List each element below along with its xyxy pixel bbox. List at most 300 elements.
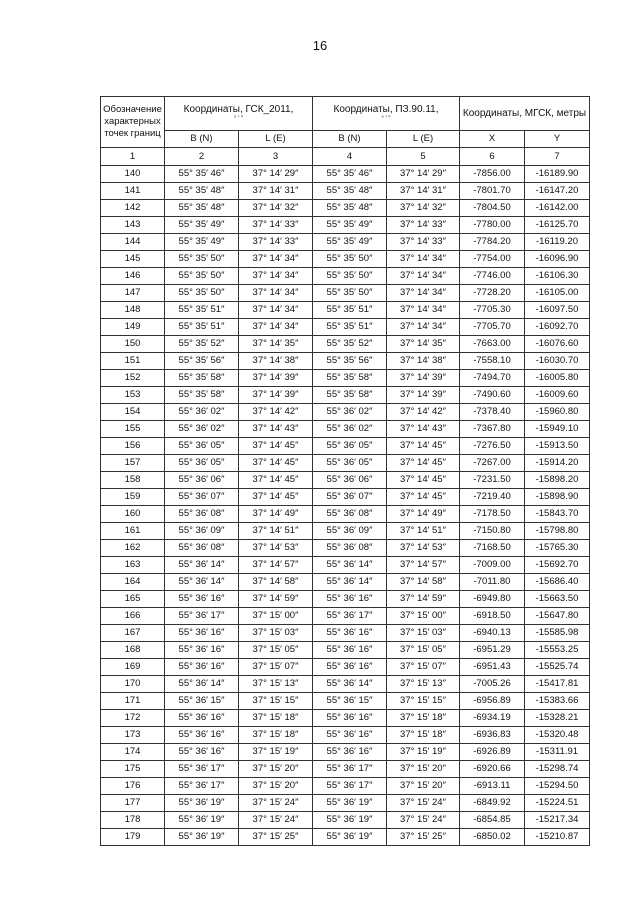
mgsk-y-cell: -16125.70	[525, 217, 590, 234]
mgsk-y-cell: -15217.34	[525, 812, 590, 829]
table-row	[101, 778, 590, 795]
gsk-b-cell: 55° 36′ 09″	[165, 523, 239, 540]
pz-b-cell: 55° 36′ 17″	[313, 778, 387, 795]
header-gsk-2011-units: ° ′ ″	[234, 116, 243, 122]
table-row	[101, 659, 590, 676]
table-row	[101, 693, 590, 710]
gsk-b-cell: 55° 36′ 16″	[165, 642, 239, 659]
gsk-l-cell: 37° 14′ 34″	[239, 285, 313, 302]
gsk-b-cell: 55° 35′ 50″	[165, 251, 239, 268]
mgsk-x-cell: -6949.80	[460, 591, 525, 608]
mgsk-y-cell: -15647.80	[525, 608, 590, 625]
gsk-b-cell: 55° 36′ 19″	[165, 829, 239, 846]
mgsk-x-cell: -6934.19	[460, 710, 525, 727]
point-number-cell: 173	[101, 727, 165, 744]
point-number-cell: 147	[101, 285, 165, 302]
table-row	[101, 336, 590, 353]
mgsk-y-cell: -16076.60	[525, 336, 590, 353]
pz-l-cell: 37° 14′ 51″	[387, 523, 460, 540]
point-number-cell: 161	[101, 523, 165, 540]
point-number-cell: 146	[101, 268, 165, 285]
table-row	[101, 166, 590, 183]
mgsk-y-cell: -15843.70	[525, 506, 590, 523]
pz-l-cell: 37° 15′ 19″	[387, 744, 460, 761]
point-number-cell: 176	[101, 778, 165, 795]
header-mgsk-y: Y	[525, 131, 590, 148]
gsk-l-cell: 37° 15′ 18″	[239, 727, 313, 744]
point-number-cell: 141	[101, 183, 165, 200]
pz-l-cell: 37° 14′ 59″	[387, 591, 460, 608]
point-number-cell: 178	[101, 812, 165, 829]
point-number-cell: 150	[101, 336, 165, 353]
point-number-cell: 179	[101, 829, 165, 846]
mgsk-y-cell: -15898.20	[525, 472, 590, 489]
pz-l-cell: 37° 14′ 53″	[387, 540, 460, 557]
pz-l-cell: 37° 14′ 57″	[387, 557, 460, 574]
mgsk-y-cell: -16119.20	[525, 234, 590, 251]
gsk-l-cell: 37° 14′ 34″	[239, 268, 313, 285]
table-row	[101, 200, 590, 217]
pz-b-cell: 55° 35′ 51″	[313, 302, 387, 319]
mgsk-x-cell: -7804.50	[460, 200, 525, 217]
pz-l-cell: 37° 14′ 33″	[387, 217, 460, 234]
point-number-cell: 169	[101, 659, 165, 676]
mgsk-y-cell: -15898.90	[525, 489, 590, 506]
gsk-l-cell: 37° 14′ 45″	[239, 438, 313, 455]
mgsk-y-cell: -15298.74	[525, 761, 590, 778]
mgsk-x-cell: -6926.89	[460, 744, 525, 761]
pz-l-cell: 37° 14′ 39″	[387, 387, 460, 404]
gsk-l-cell: 37° 14′ 35″	[239, 336, 313, 353]
gsk-b-cell: 55° 36′ 17″	[165, 778, 239, 795]
gsk-b-cell: 55° 35′ 46″	[165, 166, 239, 183]
mgsk-y-cell: -16142.00	[525, 200, 590, 217]
column-number: 1	[101, 148, 165, 166]
pz-l-cell: 37° 14′ 45″	[387, 455, 460, 472]
gsk-b-cell: 55° 36′ 15″	[165, 693, 239, 710]
header-pz-90-11-label: Координаты, ПЗ.90.11,	[333, 104, 439, 115]
coordinates-table	[100, 96, 590, 846]
gsk-b-cell: 55° 36′ 19″	[165, 812, 239, 829]
mgsk-x-cell: -7276.50	[460, 438, 525, 455]
mgsk-x-cell: -7728.20	[460, 285, 525, 302]
pz-b-cell: 55° 36′ 16″	[313, 591, 387, 608]
point-number-cell: 142	[101, 200, 165, 217]
point-number-cell: 143	[101, 217, 165, 234]
table-row	[101, 523, 590, 540]
mgsk-x-cell: -6920.66	[460, 761, 525, 778]
table-row	[101, 557, 590, 574]
table-row	[101, 489, 590, 506]
table-row	[101, 812, 590, 829]
pz-l-cell: 37° 15′ 05″	[387, 642, 460, 659]
mgsk-x-cell: -7705.70	[460, 319, 525, 336]
point-number-cell: 160	[101, 506, 165, 523]
gsk-b-cell: 55° 36′ 02″	[165, 404, 239, 421]
mgsk-x-cell: -7150.80	[460, 523, 525, 540]
pz-b-cell: 55° 35′ 49″	[313, 217, 387, 234]
header-gsk-2011-label: Координаты, ГСК_2011,	[183, 104, 294, 115]
table-row	[101, 421, 590, 438]
gsk-l-cell: 37° 14′ 58″	[239, 574, 313, 591]
table-row	[101, 744, 590, 761]
mgsk-x-cell: -7494.70	[460, 370, 525, 387]
gsk-l-cell: 37° 14′ 39″	[239, 370, 313, 387]
mgsk-x-cell: -6956.89	[460, 693, 525, 710]
mgsk-y-cell: -15960.80	[525, 404, 590, 421]
pz-b-cell: 55° 35′ 51″	[313, 319, 387, 336]
mgsk-y-cell: -15914.20	[525, 455, 590, 472]
gsk-b-cell: 55° 36′ 14″	[165, 676, 239, 693]
gsk-b-cell: 55° 36′ 14″	[165, 574, 239, 591]
header-point-designation: Обозначение характерных точек границ	[101, 97, 165, 148]
pz-b-cell: 55° 36′ 16″	[313, 727, 387, 744]
mgsk-x-cell: -7011.80	[460, 574, 525, 591]
pz-b-cell: 55° 36′ 17″	[313, 761, 387, 778]
gsk-l-cell: 37° 14′ 49″	[239, 506, 313, 523]
gsk-l-cell: 37° 14′ 45″	[239, 489, 313, 506]
gsk-b-cell: 55° 36′ 17″	[165, 761, 239, 778]
pz-b-cell: 55° 36′ 19″	[313, 829, 387, 846]
table-row	[101, 608, 590, 625]
point-number-cell: 168	[101, 642, 165, 659]
header-pz-l: L (E)	[387, 131, 460, 148]
gsk-l-cell: 37° 15′ 13″	[239, 676, 313, 693]
table-body	[101, 166, 590, 846]
mgsk-y-cell: -16147.20	[525, 183, 590, 200]
pz-b-cell: 55° 36′ 14″	[313, 574, 387, 591]
column-number: 5	[387, 148, 460, 166]
mgsk-x-cell: -7705.30	[460, 302, 525, 319]
header-pz-90-11-units: ° ′ ″	[381, 116, 391, 122]
pz-l-cell: 37° 14′ 45″	[387, 438, 460, 455]
pz-b-cell: 55° 36′ 02″	[313, 404, 387, 421]
pz-l-cell: 37° 14′ 34″	[387, 268, 460, 285]
table-row	[101, 234, 590, 251]
pz-b-cell: 55° 36′ 05″	[313, 455, 387, 472]
pz-b-cell: 55° 35′ 58″	[313, 387, 387, 404]
point-number-cell: 163	[101, 557, 165, 574]
point-number-cell: 144	[101, 234, 165, 251]
mgsk-x-cell: -7784.20	[460, 234, 525, 251]
table-row	[101, 387, 590, 404]
mgsk-x-cell: -7801.70	[460, 183, 525, 200]
column-number: 2	[165, 148, 239, 166]
pz-l-cell: 37° 14′ 33″	[387, 234, 460, 251]
point-number-cell: 148	[101, 302, 165, 319]
pz-l-cell: 37° 14′ 43″	[387, 421, 460, 438]
header-gsk-l: L (E)	[239, 131, 313, 148]
gsk-l-cell: 37° 15′ 00″	[239, 608, 313, 625]
mgsk-x-cell: -7490.60	[460, 387, 525, 404]
point-number-cell: 157	[101, 455, 165, 472]
table-row	[101, 591, 590, 608]
table-row	[101, 183, 590, 200]
mgsk-x-cell: -7005.26	[460, 676, 525, 693]
pz-b-cell: 55° 35′ 56″	[313, 353, 387, 370]
pz-b-cell: 55° 36′ 07″	[313, 489, 387, 506]
pz-l-cell: 37° 15′ 24″	[387, 812, 460, 829]
mgsk-x-cell: -7009.00	[460, 557, 525, 574]
mgsk-x-cell: -7378.40	[460, 404, 525, 421]
gsk-l-cell: 37° 15′ 05″	[239, 642, 313, 659]
gsk-b-cell: 55° 35′ 51″	[165, 319, 239, 336]
point-number-cell: 149	[101, 319, 165, 336]
mgsk-x-cell: -6951.43	[460, 659, 525, 676]
mgsk-y-cell: -15686.40	[525, 574, 590, 591]
point-number-cell: 172	[101, 710, 165, 727]
point-number-cell: 145	[101, 251, 165, 268]
gsk-l-cell: 37° 14′ 34″	[239, 319, 313, 336]
gsk-l-cell: 37° 14′ 39″	[239, 387, 313, 404]
table-row	[101, 285, 590, 302]
column-number: 6	[460, 148, 525, 166]
mgsk-y-cell: -15294.50	[525, 778, 590, 795]
table-row	[101, 404, 590, 421]
mgsk-x-cell: -7367.80	[460, 421, 525, 438]
gsk-l-cell: 37° 14′ 45″	[239, 455, 313, 472]
point-number-cell: 171	[101, 693, 165, 710]
gsk-l-cell: 37° 14′ 43″	[239, 421, 313, 438]
pz-b-cell: 55° 36′ 09″	[313, 523, 387, 540]
mgsk-y-cell: -16105.00	[525, 285, 590, 302]
table-row	[101, 625, 590, 642]
point-number-cell: 175	[101, 761, 165, 778]
pz-l-cell: 37° 15′ 18″	[387, 710, 460, 727]
gsk-b-cell: 55° 35′ 50″	[165, 268, 239, 285]
pz-l-cell: 37° 15′ 24″	[387, 795, 460, 812]
table-row	[101, 217, 590, 234]
page-number: 16	[312, 38, 328, 53]
table-row	[101, 353, 590, 370]
mgsk-y-cell: -16097.50	[525, 302, 590, 319]
point-number-cell: 152	[101, 370, 165, 387]
gsk-b-cell: 55° 36′ 02″	[165, 421, 239, 438]
table-row	[101, 506, 590, 523]
pz-l-cell: 37° 15′ 18″	[387, 727, 460, 744]
column-number: 7	[525, 148, 590, 166]
pz-l-cell: 37° 14′ 34″	[387, 285, 460, 302]
table-row	[101, 319, 590, 336]
pz-b-cell: 55° 36′ 16″	[313, 625, 387, 642]
point-number-cell: 153	[101, 387, 165, 404]
pz-b-cell: 55° 36′ 16″	[313, 710, 387, 727]
mgsk-y-cell: -15525.74	[525, 659, 590, 676]
pz-b-cell: 55° 36′ 05″	[313, 438, 387, 455]
pz-l-cell: 37° 14′ 45″	[387, 472, 460, 489]
pz-b-cell: 55° 36′ 14″	[313, 676, 387, 693]
mgsk-y-cell: -15913.50	[525, 438, 590, 455]
gsk-b-cell: 55° 36′ 14″	[165, 557, 239, 574]
pz-b-cell: 55° 36′ 08″	[313, 506, 387, 523]
gsk-l-cell: 37° 14′ 51″	[239, 523, 313, 540]
gsk-l-cell: 37° 15′ 18″	[239, 710, 313, 727]
pz-b-cell: 55° 36′ 17″	[313, 608, 387, 625]
pz-l-cell: 37° 14′ 49″	[387, 506, 460, 523]
pz-l-cell: 37° 14′ 42″	[387, 404, 460, 421]
gsk-l-cell: 37° 14′ 34″	[239, 302, 313, 319]
gsk-l-cell: 37° 15′ 07″	[239, 659, 313, 676]
mgsk-x-cell: -7856.00	[460, 166, 525, 183]
header-mgsk: Координаты, МГСК, метры	[460, 97, 590, 131]
gsk-b-cell: 55° 36′ 08″	[165, 506, 239, 523]
table-row	[101, 472, 590, 489]
table-row	[101, 455, 590, 472]
gsk-l-cell: 37° 14′ 33″	[239, 234, 313, 251]
pz-b-cell: 55° 36′ 02″	[313, 421, 387, 438]
table-row	[101, 438, 590, 455]
point-number-cell: 156	[101, 438, 165, 455]
table-row	[101, 540, 590, 557]
mgsk-x-cell: -6936.83	[460, 727, 525, 744]
gsk-l-cell: 37° 14′ 31″	[239, 183, 313, 200]
pz-l-cell: 37° 15′ 15″	[387, 693, 460, 710]
gsk-l-cell: 37° 15′ 03″	[239, 625, 313, 642]
header-pz-90-11	[313, 97, 460, 131]
gsk-l-cell: 37° 14′ 33″	[239, 217, 313, 234]
gsk-b-cell: 55° 36′ 16″	[165, 710, 239, 727]
mgsk-y-cell: -15224.51	[525, 795, 590, 812]
table-row	[101, 574, 590, 591]
column-number: 3	[239, 148, 313, 166]
header-pz-b: B (N)	[313, 131, 387, 148]
point-number-cell: 177	[101, 795, 165, 812]
pz-b-cell: 55° 35′ 50″	[313, 268, 387, 285]
pz-b-cell: 55° 36′ 16″	[313, 744, 387, 761]
table-row	[101, 302, 590, 319]
pz-b-cell: 55° 35′ 58″	[313, 370, 387, 387]
mgsk-x-cell: -7219.40	[460, 489, 525, 506]
mgsk-y-cell: -15210.87	[525, 829, 590, 846]
gsk-b-cell: 55° 35′ 48″	[165, 200, 239, 217]
mgsk-x-cell: -6913.11	[460, 778, 525, 795]
gsk-l-cell: 37° 14′ 42″	[239, 404, 313, 421]
pz-b-cell: 55° 35′ 49″	[313, 234, 387, 251]
pz-l-cell: 37° 14′ 45″	[387, 489, 460, 506]
mgsk-y-cell: -16005.80	[525, 370, 590, 387]
mgsk-y-cell: -15949.10	[525, 421, 590, 438]
mgsk-y-cell: -16096.90	[525, 251, 590, 268]
mgsk-x-cell: -7746.00	[460, 268, 525, 285]
mgsk-x-cell: -7178.50	[460, 506, 525, 523]
table-header	[101, 97, 590, 166]
pz-l-cell: 37° 15′ 13″	[387, 676, 460, 693]
mgsk-y-cell: -16009.60	[525, 387, 590, 404]
mgsk-x-cell: -6850.02	[460, 829, 525, 846]
pz-b-cell: 55° 36′ 06″	[313, 472, 387, 489]
gsk-b-cell: 55° 35′ 58″	[165, 387, 239, 404]
mgsk-y-cell: -15798.80	[525, 523, 590, 540]
point-number-cell: 166	[101, 608, 165, 625]
gsk-l-cell: 37° 14′ 34″	[239, 251, 313, 268]
pz-b-cell: 55° 36′ 16″	[313, 642, 387, 659]
gsk-l-cell: 37° 15′ 24″	[239, 812, 313, 829]
gsk-l-cell: 37° 15′ 24″	[239, 795, 313, 812]
pz-l-cell: 37° 15′ 20″	[387, 761, 460, 778]
gsk-l-cell: 37° 14′ 53″	[239, 540, 313, 557]
pz-l-cell: 37° 15′ 20″	[387, 778, 460, 795]
table-row	[101, 710, 590, 727]
point-number-cell: 170	[101, 676, 165, 693]
header-row-main	[101, 97, 590, 131]
gsk-b-cell: 55° 36′ 16″	[165, 659, 239, 676]
mgsk-x-cell: -6918.50	[460, 608, 525, 625]
gsk-b-cell: 55° 36′ 06″	[165, 472, 239, 489]
gsk-l-cell: 37° 14′ 29″	[239, 166, 313, 183]
pz-l-cell: 37° 14′ 34″	[387, 302, 460, 319]
table-row	[101, 676, 590, 693]
header-gsk-b: B (N)	[165, 131, 239, 148]
column-number-row	[101, 148, 590, 166]
point-number-cell: 162	[101, 540, 165, 557]
gsk-l-cell: 37° 15′ 15″	[239, 693, 313, 710]
gsk-l-cell: 37° 15′ 19″	[239, 744, 313, 761]
mgsk-y-cell: -15765.30	[525, 540, 590, 557]
column-number: 4	[313, 148, 387, 166]
gsk-b-cell: 55° 36′ 08″	[165, 540, 239, 557]
point-number-cell: 154	[101, 404, 165, 421]
gsk-l-cell: 37° 15′ 20″	[239, 761, 313, 778]
pz-b-cell: 55° 36′ 16″	[313, 659, 387, 676]
pz-l-cell: 37° 15′ 00″	[387, 608, 460, 625]
mgsk-x-cell: -7231.50	[460, 472, 525, 489]
point-number-cell: 167	[101, 625, 165, 642]
gsk-b-cell: 55° 36′ 07″	[165, 489, 239, 506]
pz-l-cell: 37° 14′ 39″	[387, 370, 460, 387]
gsk-b-cell: 55° 35′ 58″	[165, 370, 239, 387]
gsk-b-cell: 55° 36′ 16″	[165, 591, 239, 608]
gsk-l-cell: 37° 14′ 57″	[239, 557, 313, 574]
point-number-cell: 158	[101, 472, 165, 489]
table-row	[101, 795, 590, 812]
pz-l-cell: 37° 14′ 29″	[387, 166, 460, 183]
pz-b-cell: 55° 35′ 52″	[313, 336, 387, 353]
gsk-b-cell: 55° 35′ 49″	[165, 217, 239, 234]
point-number-cell: 155	[101, 421, 165, 438]
gsk-b-cell: 55° 35′ 50″	[165, 285, 239, 302]
mgsk-y-cell: -15417.81	[525, 676, 590, 693]
pz-l-cell: 37° 14′ 31″	[387, 183, 460, 200]
point-number-cell: 165	[101, 591, 165, 608]
gsk-b-cell: 55° 35′ 51″	[165, 302, 239, 319]
point-number-cell: 151	[101, 353, 165, 370]
gsk-b-cell: 55° 36′ 16″	[165, 625, 239, 642]
mgsk-y-cell: -15328.21	[525, 710, 590, 727]
pz-b-cell: 55° 35′ 50″	[313, 285, 387, 302]
gsk-b-cell: 55° 36′ 16″	[165, 744, 239, 761]
mgsk-x-cell: -7754.00	[460, 251, 525, 268]
pz-l-cell: 37° 15′ 07″	[387, 659, 460, 676]
pz-l-cell: 37° 14′ 32″	[387, 200, 460, 217]
mgsk-y-cell: -16106.30	[525, 268, 590, 285]
pz-l-cell: 37° 14′ 34″	[387, 251, 460, 268]
table-row	[101, 251, 590, 268]
mgsk-y-cell: -15553.25	[525, 642, 590, 659]
mgsk-y-cell: -15692.70	[525, 557, 590, 574]
table-row	[101, 370, 590, 387]
pz-b-cell: 55° 36′ 19″	[313, 812, 387, 829]
mgsk-y-cell: -15663.50	[525, 591, 590, 608]
point-number-cell: 174	[101, 744, 165, 761]
gsk-b-cell: 55° 36′ 16″	[165, 727, 239, 744]
mgsk-y-cell: -16030.70	[525, 353, 590, 370]
gsk-b-cell: 55° 36′ 05″	[165, 455, 239, 472]
pz-b-cell: 55° 36′ 08″	[313, 540, 387, 557]
mgsk-x-cell: -7663.00	[460, 336, 525, 353]
header-gsk-2011	[165, 97, 313, 131]
table-row	[101, 268, 590, 285]
pz-l-cell: 37° 14′ 38″	[387, 353, 460, 370]
